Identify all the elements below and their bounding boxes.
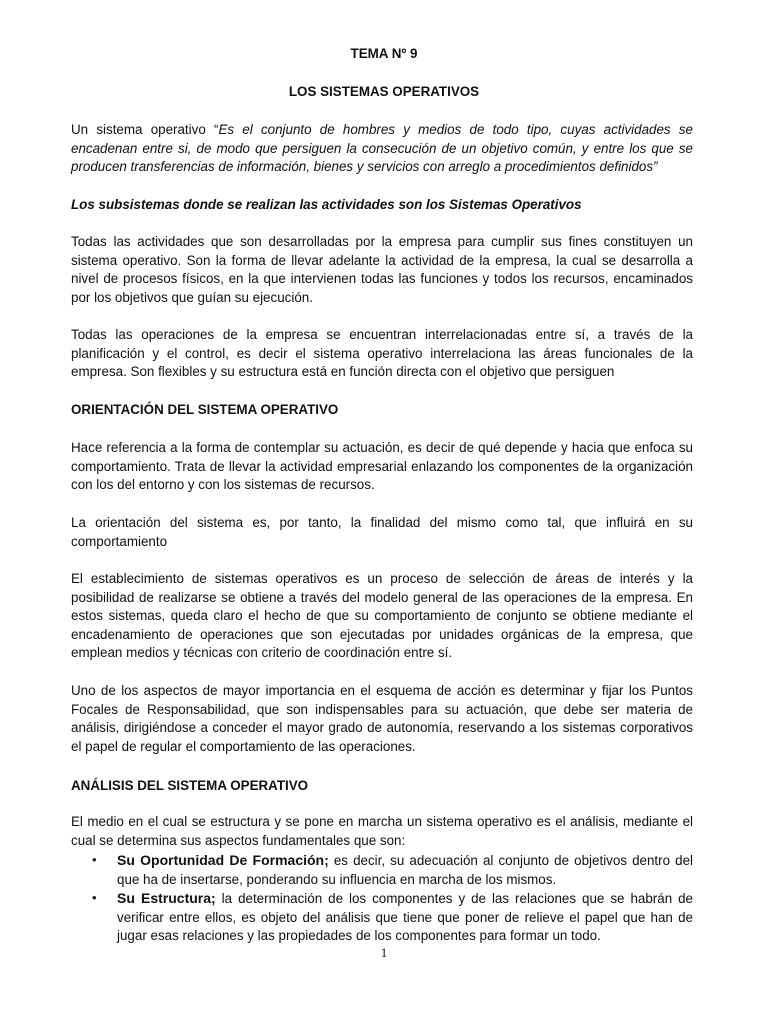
list-item-text: es decir, su adecuación al conjunto de objetivos dentro del que ha de insertarse, ponderando su influencia en marcha de los mismos. (117, 853, 694, 887)
bullet-icon: • (92, 890, 97, 906)
paragraph-reference: Hace referencia a la forma de contemplar su actuación, es decir de qué depende y hacia que enfoca su comportamiento. Trata de llevar la actividad empresarial enlazando los componentes de la organización con los del entorno y con los sistemas de recursos. (71, 440, 693, 493)
list-item (71, 851, 693, 889)
heading-analysis: ANÁLISIS DEL SISTEMA OPERATIVO (71, 778, 309, 793)
paragraph-operations: Todas las operaciones de la empresa se encuentran interrelacionadas entre sí, a través de la planificación y el control, es decir el sistema operativo interrelaciona las áreas funcionales de la empresa. Son flexibles y su estructura está en función directa con el objetivo que persiguen (71, 327, 693, 380)
document-title: LOS SISTEMAS OPERATIVOS (288, 84, 480, 99)
list-item (71, 889, 693, 946)
list-item-lead: Su Estructura; (117, 890, 216, 907)
paragraph-analysis: El medio en el cual se estructura y se pone en marcha un sistema operativo es el análisis, mediante el cual se determina sus aspectos fundamentales que son: (71, 814, 693, 848)
list-item-lead: Su Oportunidad De Formación; (117, 852, 329, 868)
list-item-text: la determinación de los componentes y de las relaciones que se habrán de verificar entre ellos, es objeto del análisis que tiene que poner de relieve el papel que han de jugar esas relaciones y las propiedades de los componentes para formar un todo. (117, 891, 694, 944)
heading-orientation: ORIENTACIÓN DEL SISTEMA OPERATIVO (71, 402, 339, 417)
topic-number: TEMA Nº 9 (350, 46, 418, 61)
page-number: 1 (380, 945, 388, 960)
bullet-icon: • (92, 852, 97, 867)
paragraph-focal-points: Uno de los aspectos de mayor importancia en el esquema de acción es determinar y fijar los Puntos Focales de Responsabilidad, que son indispensables para su actuación, que debe ser materia de análisis, dirigiéndose a conceder el mayor grado de autonomía, reservando a los sistemas corporativos el papel de regular el comportamiento de las operaciones. (71, 683, 693, 754)
paragraph-establishment: El establecimiento de sistemas operativos es un proceso de selección de áreas de interés y la posibilidad de realizarse se obtiene a través del modelo general de las operaciones de la empresa. En estos sistemas, queda claro el hecho de que su comportamiento de conjunto se obtiene mediante el encadenamiento de operaciones que son ejecutadas por unidades orgánicas de la empresa, que emplean medios y técnicas con criterio de coordinación entre sí. (71, 571, 693, 661)
paragraph-activities: Todas las actividades que son desarrolladas por la empresa para cumplir sus fines constituyen un sistema operativo. Son la forma de llevar adelante la actividad de la empresa, la cual se desarrolla a nivel de procesos físicos, en la que intervienen todas las funciones y todos los recursos, encaminados por los objetivos que guían su ejecución. (71, 234, 693, 305)
aspects-list (71, 851, 693, 946)
paragraph-orientation: La orientación del sistema es, por tanto, la finalidad del mismo como tal, que influirá en su comportamiento (71, 515, 693, 549)
intro-paragraph (71, 121, 693, 177)
intro-prefix: Un sistema operativo “ (71, 122, 219, 137)
intro-quote: Es el conjunto de hombres y medios de todo tipo, cuyas actividades se encadenan entre si, de modo que persiguen la consecución de un objetivo común, y entre los que se producen transferencias de información, bienes y servicios con arreglo a procedimientos definidos” (71, 122, 693, 175)
subsystems-statement: Los subsistemas donde se realizan las actividades son los Sistemas Operativos (71, 197, 582, 212)
